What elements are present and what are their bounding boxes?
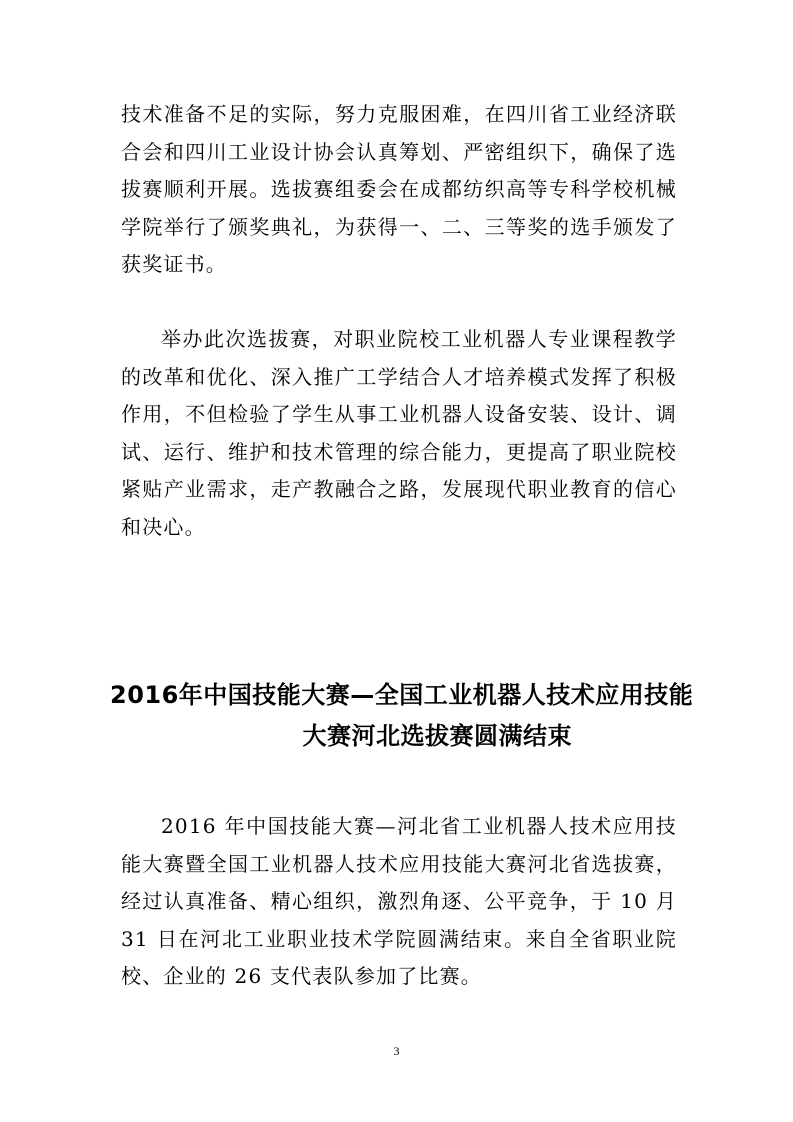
paragraph-line: 作用，不但检验了学生从事工业机器人设备安装、设计、调 <box>121 402 677 426</box>
paragraph-line: 获奖证书。 <box>121 252 227 276</box>
paragraph-line: 紧贴产业需求，走产教融合之路，发展现代职业教育的信心 <box>121 477 677 501</box>
paragraph-line: 31 日在河北工业职业技术学院圆满结束。来自全省职业院 <box>121 926 677 951</box>
paragraph-line: 2016 年中国技能大赛—河北省工业机器人技术应用技 <box>161 814 677 838</box>
paragraph-line: 试、运行、维护和技术管理的综合能力，更提高了职业院校 <box>121 439 677 464</box>
paragraph-line: 学院举行了颁奖典礼，为获得一、二、三等奖的选手颁发了 <box>121 214 677 239</box>
paragraph-line: 合会和四川工业设计协会认真筹划、严密组织下，确保了选 <box>121 139 677 164</box>
paragraph-line: 校、企业的 26 支代表队参加了比赛。 <box>121 964 482 988</box>
paragraph-line: 技术准备不足的实际，努力克服困难，在四川省工业经济联 <box>121 102 677 126</box>
paragraph-line: 举办此次选拔赛，对职业院校工业机器人专业课程教学 <box>161 327 677 351</box>
paragraph-line: 拔赛顺利开展。选拔赛组委会在成都纺织高等专科学校机械 <box>121 177 677 201</box>
paragraph-line: 能大赛暨全国工业机器人技术应用技能大赛河北省选拔赛， <box>121 851 677 876</box>
paragraph-line: 和决心。 <box>121 514 206 539</box>
paragraph-line: 的改革和优化、深入推广工学结合人才培养模式发挥了积极 <box>121 364 677 389</box>
section-heading <box>110 675 694 757</box>
heading-line-2: 大赛河北选拔赛圆满结束 <box>302 722 572 750</box>
heading-line-1: 2016年中国技能大赛—全国工业机器人技术应用技能 <box>110 681 694 709</box>
paragraph-significance <box>121 321 677 546</box>
paragraph-awards-ceremony <box>121 96 677 284</box>
paragraph-hebei-contest <box>121 808 677 996</box>
paragraph-line: 经过认真准备、精心组织，激烈角逐、公平竞争，于 10 月 <box>121 889 677 913</box>
page-number: 3 <box>393 1044 400 1058</box>
